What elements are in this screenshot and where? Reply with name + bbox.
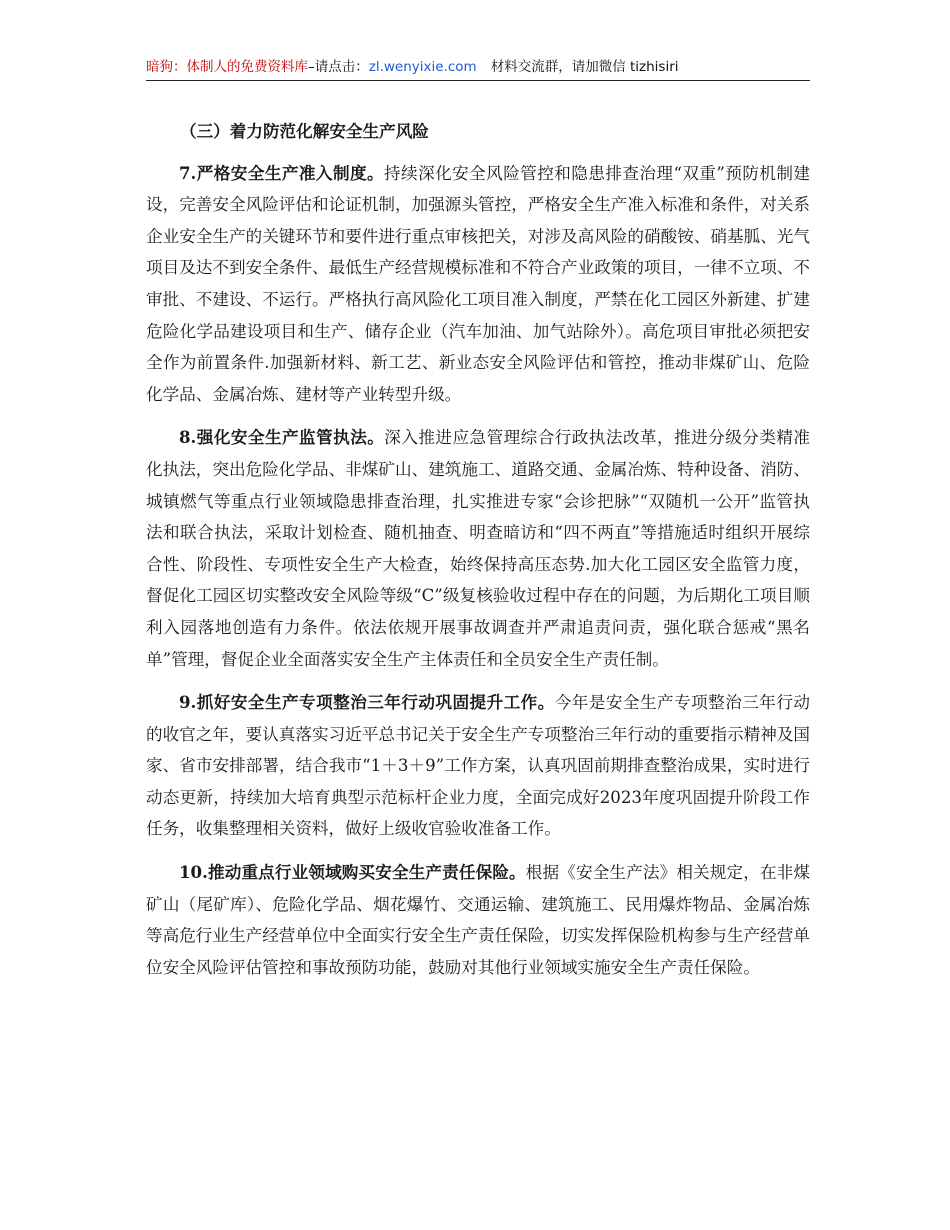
header-group-note: 材料交流群，请加微信 tizhisiri [490,59,679,75]
paragraph-body: 今年是安全生产专项整治三年行动的收官之年，要认真落实习近平总书记关于安全生产专项整治三年行动的重要指示精神及国家、省市安排部署，结合我市“1＋3＋9”工作方案，认真巩固前期排查整治成果，实时进行动态更新，持续加大培育典型示范标杆企业力度，全面完成好2023年度巩固提升阶段工作任务，收集整理相关资料，做好上级收官验收准备工作。 [146,693,810,839]
header-site-name: 暗狗：体制人的免费资料库 [146,59,308,75]
paragraph-lead: 9.抓好安全生产专项整治三年行动巩固提升工作。 [179,692,555,713]
paragraph-body: 持续深化安全风险管控和隐患排查治理“双重”预防机制建设，完善安全风险评估和论证机制，加强源头管控，严格安全生产准入标准和条件，对关系企业安全生产的关键环节和要件进行重点审核把关，对涉及高风险的硝酸铵、硝基胍、光气项目及达不到安全条件、最低生产经营规模标准和不符合产业政策的项目，一律不立项、不审批、不建设、不运行。严格执行高风险化工项目准入制度，严禁在化工园区外新建、扩建危险化学品建设项目和生产、储存企业（汽车加油、加气站除外）。高危项目审批必须把安全作为前置条件.加强新材料、新工艺、新业态安全风险评估和管控，推动非煤矿山、危险化学品、金属冶炼、建材等产业转型升级。 [146,163,811,404]
paragraph-lead: 7.严格安全生产准入制度。 [179,162,385,183]
paragraph-7 [146,158,810,411]
paragraph-lead: 10.推动重点行业领域购买安全生产责任保险。 [179,862,526,883]
paragraph-lead: 8.强化安全生产监管执法。 [179,427,385,448]
header-click-prompt: –请点击： [308,59,369,75]
section-heading: （三）着力防范化解安全生产风险 [180,121,429,141]
paragraph-10 [146,857,810,983]
paragraph-body: 根据《安全生产法》相关规定，在非煤矿山（尾矿库）、危险化学品、烟花爆竹、交通运输、建筑施工、民用爆炸物品、金属冶炼等高危行业生产经营单位中全面实行安全生产责任保险，切实发挥保险机构参与生产经营单位安全风险评估管控和事故预防功能，鼓励对其他行业领域实施安全生产责任保险。 [146,863,811,977]
paragraph-body: 深入推进应急管理综合行政执法改革，推进分级分类精准化执法，突出危险化学品、非煤矿山、建筑施工、道路交通、金属冶炼、特种设备、消防、城镇燃气等重点行业领域隐患排查治理，扎实推进专家“会诊把脉”“双随机一公开”监管执法和联合执法，采取计划检查、随机抽查、明查暗访和“四不两直”等措施适时组织开展综合性、阶段性、专项性安全生产大检查，始终保持高压态势.加大化工园区安全监管力度，督促化工园区切实整改安全风险等级“C”级复核验收过程中存在的问题，为后期化工项目顺利入园落地创造有力条件。依法依规开展事故调查并严肃追责问责，强化联合惩戒“黑名单”管理，督促企业全面落实安全生产主体责任和全员安全生产责任制。 [146,428,811,669]
page-header [146,56,810,81]
paragraph-9 [146,687,810,845]
document-body [146,116,810,995]
header-url-link[interactable]: zl.wenyixie.com [368,59,477,75]
paragraph-8 [146,422,810,675]
